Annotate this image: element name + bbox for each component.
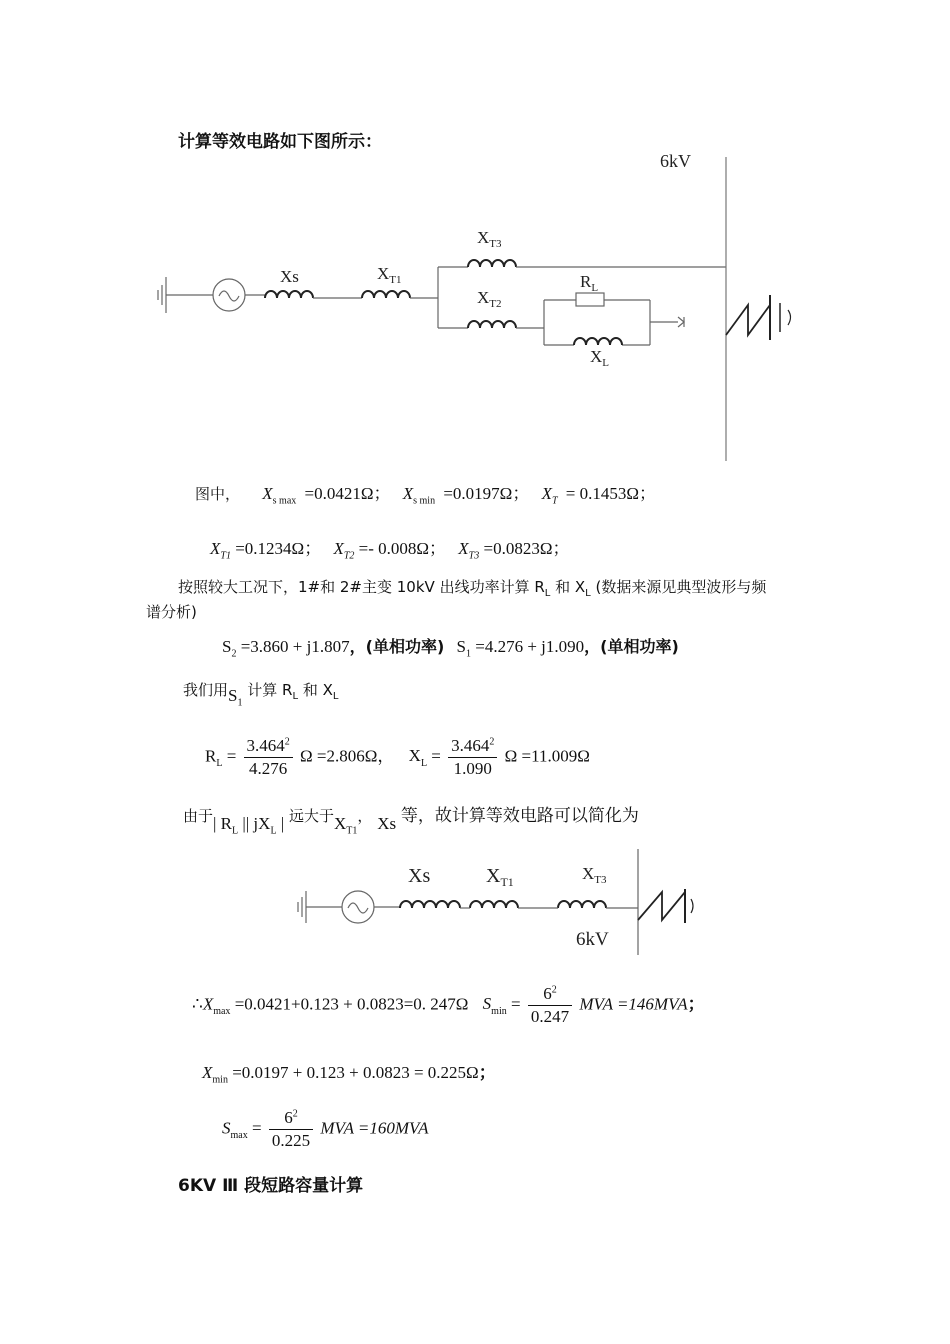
paragraph-load-case: 按照较大工况下，1#和 2#主变 10kV 出线功率计算 $R_L$ 和 $X_L$ (数据来源见典型波形与频 <box>178 578 767 599</box>
rl-xl-calculation: $R_L$ = $\frac{3.464^2}{4.276}$ Ω =2.806Ω， $X_L$ = $\frac{3.464^2}{1.090}$ Ω =11.009Ω <box>205 736 590 778</box>
svg-text:XT2: $X_{T2}$ <box>477 288 502 310</box>
equivalent-circuit-diagram <box>150 145 810 470</box>
bus-label-6kv: 6kV <box>660 151 691 171</box>
svg-text:XL: $X_L$ <box>590 347 610 369</box>
xt2-inductor <box>468 321 516 328</box>
calc-xmin: $X_{min} =0.0197 + 0.123 + 0.0823 = 0.225\Omega$； <box>202 1063 496 1086</box>
paragraph-load-case-line2: 谱分析) <box>146 603 197 621</box>
calc-xmax-smin: $\therefore X_{max} =0.0421+0.123 + 0.0823=0$. 247Ω $S_{min}$ = $\frac{6^2}{0.247}$ MVA =146MVA； <box>192 984 705 1026</box>
xl-inductor <box>574 338 622 345</box>
xt3-inductor <box>558 901 606 908</box>
section-heading-6kv-iii: 6KV Ⅲ 段短路容量计算 <box>178 1176 364 1196</box>
params-line-2: $X_{T1} =0.1234\Omega$； $X_{T2} =- 0.008\Omega$； $X_{T3} =0.0823\Omega$； <box>210 539 570 562</box>
xt3-inductor <box>468 260 516 267</box>
svg-text:RL: $R_L$ <box>580 272 599 294</box>
calc-smax: $S_{max}$ = $\frac{6^2}{0.225}$ MVA =160MVA <box>222 1108 429 1150</box>
xs-label: Xs <box>408 865 431 887</box>
xs-inductor <box>400 901 460 908</box>
xs-label: Xs <box>280 267 299 286</box>
xt1-inductor <box>362 291 410 298</box>
xt1-inductor <box>470 901 518 908</box>
rl-resistor <box>576 293 604 306</box>
power-values-line: $S_2 =3.860 + j1.807$，(单相功率) $S_1 =4.276 + j1.090$，(单相功率) <box>222 637 679 660</box>
simplified-circuit-diagram <box>290 845 710 960</box>
svg-text:XT1: $X_{T1}$ <box>377 264 402 286</box>
use-s1-line: 我们用$S_1$ 计算 $R_L$ 和 $X_L$ <box>183 681 339 709</box>
params-line-1: 图中， $X_{s max} =0.0421\Omega$； $X_{s min} =0.0197\Omega$； $X_T = 0.1453\Omega$； <box>195 484 657 507</box>
section-heading: 计算等效电路如下图所示： <box>178 132 382 152</box>
svg-text:XT3: $X_{T3}$ <box>582 864 607 886</box>
bus-label-6kv: 6kV <box>576 929 609 950</box>
svg-text:XT1: $X_{T1}$ <box>486 865 514 889</box>
svg-text:XT3: $X_{T3}$ <box>477 228 502 250</box>
simplification-line: 由于| $R_L$ || $jX_L$ | 远大于$X_{T1}$， Xs 等，故计算等效电路可以简化为 <box>183 806 639 837</box>
xs-inductor <box>265 291 313 298</box>
